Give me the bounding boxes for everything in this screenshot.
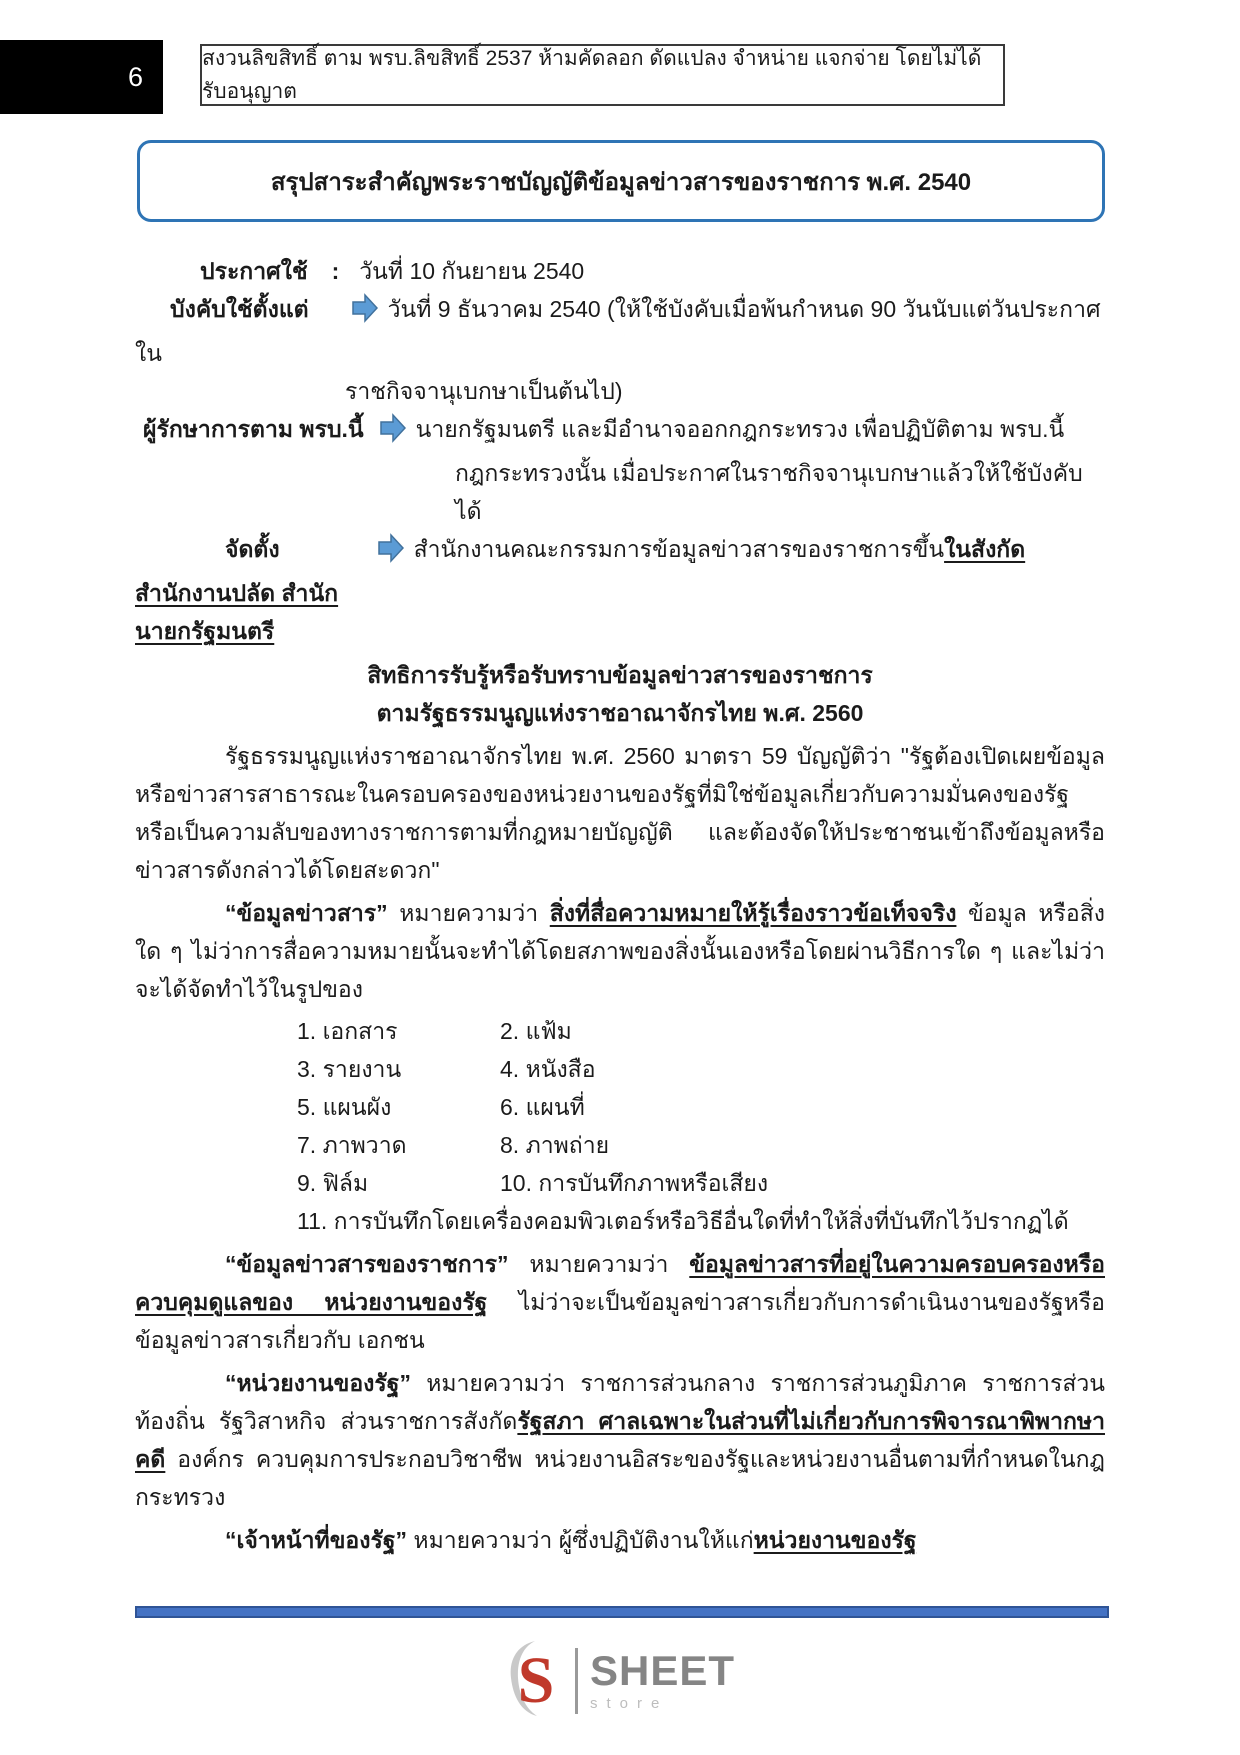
fact-announced: [135, 252, 1105, 290]
definition-state-official-means: หมายความว่า: [407, 1527, 559, 1553]
definition-state-agency-text: ราชการส่วนกลาง ราชการส่วนภูมิภาค ราชการส่วนท้องถิ่น รัฐวิสาหกิจ ส่วนราชการสังกัด: [135, 1370, 1105, 1434]
definition-official-information-rest: ไม่ว่าจะเป็นข้อมูลข่าวสารเกี่ยวกับการดำเนินงานของรัฐหรือข้อมูลข่าวสารเกี่ยวกับ เอกชน: [135, 1289, 1105, 1353]
definition-state-agency-term: “หน่วยงานของรัฐ”: [225, 1370, 411, 1396]
fact-establishment: [135, 530, 1105, 612]
list-item-row: [297, 1202, 1105, 1240]
fact-effective-line2: ราชกิจจานุเบกษาเป็นต้นไป): [345, 378, 623, 404]
brand-logo: [0, 1638, 1240, 1723]
section-heading-line1: สิทธิการรับรู้หรือรับทราบข้อมูลข่าวสารของราชการ: [367, 662, 873, 688]
list-item: 5. แผนผัง: [297, 1094, 392, 1120]
list-item: 9. ฟิล์ม: [297, 1170, 369, 1196]
fact-announced-colon: :: [331, 258, 340, 284]
logo-divider: [575, 1648, 578, 1714]
fact-custodian-label: ผู้รักษาการตาม พรบ.นี้: [143, 416, 364, 442]
fact-effective: [135, 290, 1105, 372]
footer-divider-bar: [135, 1606, 1109, 1618]
fact-establishment-text: สำนักงานคณะกรรมการข้อมูลข่าวสารของราชการขึ้น: [413, 536, 945, 562]
definition-information-rest: ข้อมูล หรือสิ่งใด ๆ ไม่ว่าการสื่อความหมายนั้นจะทำได้โดยสภาพของสิ่งนั้นเองหรือโดยผ่านวิธีการใด ๆ และไม่ว่าจะได้จัดทำไว้ในรูปของ: [135, 900, 1105, 1002]
page-number: 6: [127, 61, 143, 92]
page-title: สรุปสาระสำคัญพระราชบัญญัติข้อมูลข่าวสารของราชการ พ.ศ. 2540: [270, 168, 972, 196]
definition-official-information-underlined: ข้อมูลข่าวสารที่อยู่ในความครอบครองหรือควบคุมดูแลของ หน่วยงานของรัฐ: [135, 1251, 1105, 1315]
fact-announced-value: วันที่ 10 กันยายน 2540: [359, 258, 585, 284]
list-item: 11. การบันทึกโดยเครื่องคอมพิวเตอร์หรือวิธีอื่นใดที่ทำให้สิ่งที่บันทึกไว้ปรากฏได้: [297, 1208, 1069, 1234]
information-forms-list: [297, 1012, 1105, 1240]
list-item: 6. แผนที่: [500, 1094, 585, 1120]
fact-custodian: [135, 410, 1105, 454]
fact-establishment-underlined-cont: นายกรัฐมนตรี: [135, 618, 275, 644]
fact-effective-line1: วันที่ 9 ธันวาคม 2540 (ให้ใช้บังคับเมื่อพ้นกำหนด 90 วันนับแต่วันประกาศใน: [135, 296, 1101, 366]
definition-state-agency-means: หมายความว่า: [410, 1370, 581, 1396]
definition-official-information-term: “ข้อมูลข่าวสารของราชการ”: [225, 1251, 509, 1277]
list-item: 1. เอกสาร: [297, 1018, 398, 1044]
constitution-paragraph: รัฐธรรมนูญแห่งราชอาณาจักรไทย พ.ศ. 2560 มาตรา 59 บัญญัติว่า "รัฐต้องเปิดเผยข้อมูลหรือข่าวสารสาธารณะในครอบครองของหน่วยงานของรัฐที่มิใช่ข้อมูลเกี่ยวกับความมั่นคงของรัฐหรือเป็นความลับของทางราชการตามที่กฎหมายบัญญัติ และต้องจัดให้ประชาชนเข้าถึงข้อมูลหรือข่าวสารดังกล่าวได้โดยสะดวก": [135, 743, 1105, 883]
definition-state-official-term: “เจ้าหน้าที่ของรัฐ”: [225, 1527, 408, 1553]
fact-announced-label: ประกาศใช้: [200, 258, 308, 284]
definition-information-underlined: สิ่งที่สื่อความหมายให้รู้เรื่องราวข้อเท็จจริง: [549, 900, 957, 926]
list-item: 8. ภาพถ่าย: [500, 1132, 610, 1158]
brand-name: SHEET: [589, 1647, 736, 1694]
copyright-text: สงวนลิขสิทธิ์ ตาม พรบ.ลิขสิทธิ์ 2537 ห้ามคัดลอก ดัดแปลง จำหน่าย แจกจ่าย โดยไม่ได้รับอนุญาต: [202, 47, 982, 103]
fact-effective-label: บังคับใช้ตั้งแต่: [170, 296, 309, 322]
svg-text:S: S: [517, 1644, 555, 1717]
fact-establishment-label: จัดตั้ง: [225, 536, 280, 562]
sheet-store-logo-icon: [505, 1638, 563, 1723]
definition-state-agency-rest: องค์กร ควบคุมการประกอบวิชาชีพ หน่วยงานอิสระของรัฐและหน่วยงานอื่นตามที่กำหนดในกฎกระทรวง: [135, 1446, 1105, 1510]
arrow-right-icon: [288, 533, 404, 574]
definition-official-information: [135, 1245, 1105, 1359]
definition-state-agency-underlined: รัฐสภา ศาลเฉพาะในส่วนที่ไม่เกี่ยวกับการพิจารณาพิพากษาคดี: [135, 1408, 1105, 1472]
list-item-row: [297, 1088, 1105, 1126]
list-item: 10. การบันทึกภาพหรือเสียง: [500, 1170, 769, 1196]
section-heading: [135, 656, 1105, 732]
fact-custodian-line2: กฎกระทรวงนั้น เมื่อประกาศในราชกิจจานุเบกษาแล้วให้ใช้บังคับได้: [455, 460, 1083, 524]
brand-subtitle: store: [589, 1695, 669, 1712]
fact-custodian-line1: นายกรัฐมนตรี และมีอำนาจออกกฎกระทรวง เพื่อปฏิบัติตาม พรบ.นี้: [415, 416, 1065, 442]
fact-establishment-underlined: ในสังกัดสำนักงานปลัด สำนัก: [135, 536, 1026, 606]
list-item-row: [297, 1012, 1105, 1050]
list-item: 4. หนังสือ: [500, 1056, 596, 1082]
list-item-row: [297, 1050, 1105, 1088]
list-item: 7. ภาพวาด: [297, 1132, 407, 1158]
section-heading-line2: ตามรัฐธรรมนูญแห่งราชอาณาจักรไทย พ.ศ. 2560: [376, 700, 864, 726]
definition-state-official-text: ผู้ซึ่งปฏิบัติงานให้แก่: [558, 1527, 754, 1553]
definition-state-agency: [135, 1364, 1105, 1516]
brand-text: [589, 1647, 736, 1712]
title-box: [137, 140, 1105, 222]
list-item-row: [297, 1126, 1105, 1164]
definition-state-official-underlined: หน่วยงานของรัฐ: [753, 1527, 917, 1553]
definition-state-official: [135, 1521, 1105, 1559]
page-number-box: [0, 40, 163, 114]
arrow-right-icon: [372, 413, 406, 454]
list-item: 2. แฟ้ม: [500, 1018, 572, 1044]
definition-information-means: หมายความว่า: [387, 900, 550, 926]
document-body: [135, 252, 1105, 1559]
definition-information: [135, 894, 1105, 1008]
arrow-right-icon: [317, 293, 378, 334]
list-item: 3. รายงาน: [297, 1056, 402, 1082]
definition-official-information-means: หมายความว่า: [508, 1251, 690, 1277]
list-item-row: [297, 1164, 1105, 1202]
copyright-box: [200, 44, 1005, 106]
definition-information-term: “ข้อมูลข่าวสาร”: [225, 900, 388, 926]
